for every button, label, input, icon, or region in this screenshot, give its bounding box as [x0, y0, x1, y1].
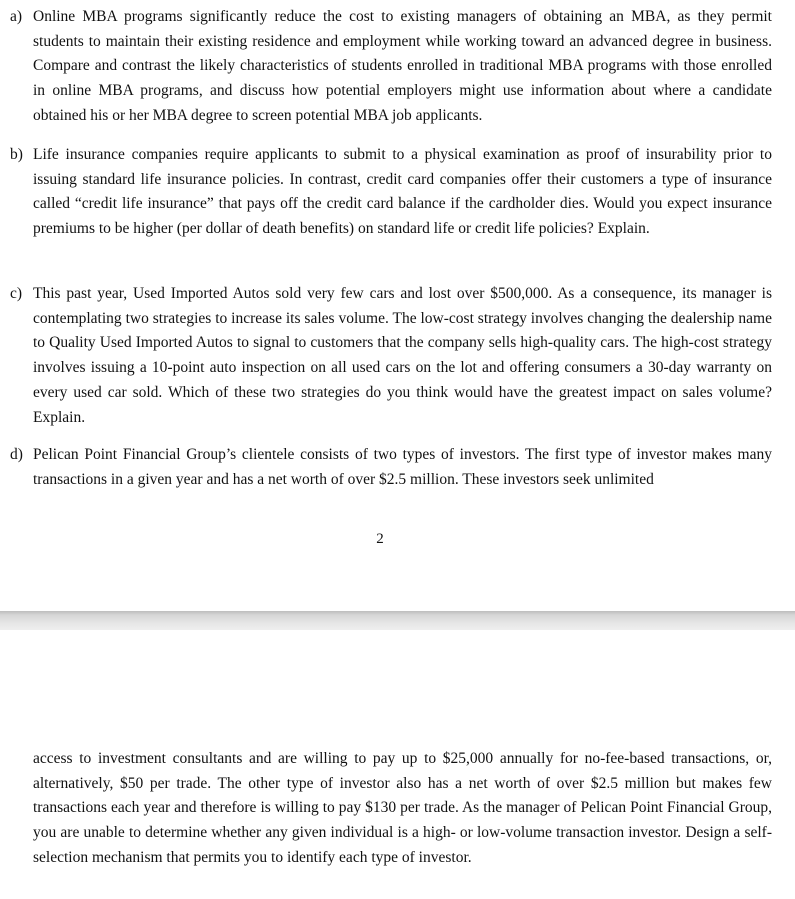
question-d-label: d) — [10, 446, 23, 463]
question-c-text: This past year, Used Imported Autos sold very few cars and lost over $500,000. As a consequence, its manager is contemplating two strategies to increase its sales volume. The low-cost strategy involves changing the dealership name to Quality Used Imported Autos to signal to customers that the company sells high-quality cars. The high-cost strategy involves issuing a 10-point auto inspection on all used cars on the lot and offering consumers a 30-day warranty on every used car sold. Which of these two strategies do you think would have the greatest impact on sales volume? Explain. — [33, 285, 772, 426]
question-a-label: a) — [10, 8, 23, 25]
question-b-text: Life insurance companies require applicants to submit to a physical examination as proof of insurability prior to issuing standard life insurance policies. In contrast, credit card companies offer their customers a type of insurance called “credit life insurance” that pays off the credit card balance if the cardholder dies. Would you expect insurance premiums to be higher (per dollar of death benefits) on standard life or credit life policies? Explain. — [33, 146, 772, 238]
question-d-continuation-text: access to investment consultants and are willing to pay up to $25,000 annually for no-fee-based transactions, or, alternatively, $50 per trade. The other type of investor also has a net worth of over $2.5 million but makes few transactions each year and therefore is willing to pay $130 per trade. As the manager of Pelican Point Financial Group, you are unable to determine whether any given individual is a high- or low-volume transaction investor. Design a self-selection mechanism that permits you to identify each type of investor. — [33, 750, 772, 866]
question-a-text: Online MBA programs significantly reduce the cost to existing managers of obtaining an MBA, as they permit students to maintain their existing residence and employment while working toward an advanced degree in business. Compare and contrast the likely characteristics of students enrolled in traditional MBA programs with those enrolled in online MBA programs, and discuss how potential employers might use information about where a candidate obtained his or her MBA degree to screen potential MBA job applicants. — [33, 8, 772, 124]
page-number: 2 — [376, 531, 384, 547]
question-d-text: Pelican Point Financial Group’s clientele consists of two types of investors. The first type of investor makes many transactions in a given year and has a net worth of over $2.5 million. These investors seek unlimited — [33, 446, 772, 488]
question-c-label: c) — [10, 285, 23, 302]
question-b-label: b) — [10, 146, 23, 163]
page-separator — [0, 611, 795, 630]
